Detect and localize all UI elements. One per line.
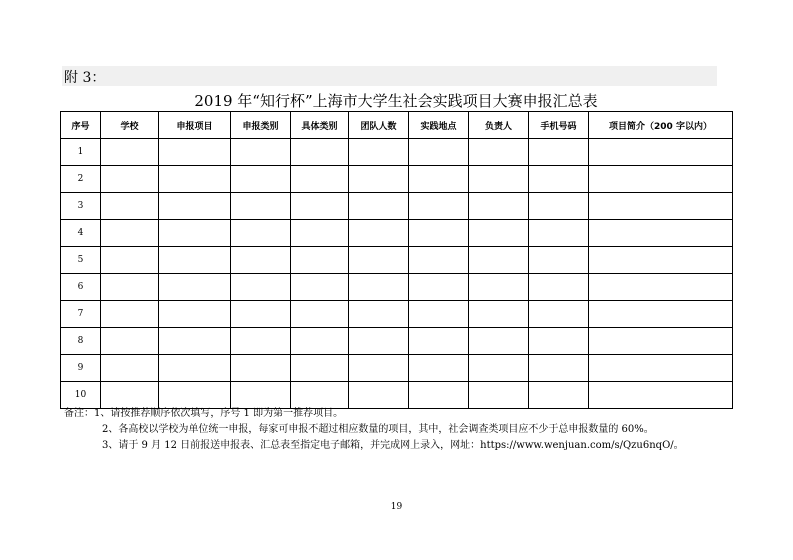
- table-cell[interactable]: [231, 328, 291, 355]
- table-cell[interactable]: [291, 220, 349, 247]
- table-cell[interactable]: [101, 220, 159, 247]
- table-row: [61, 193, 733, 220]
- row-index-cell: 2: [61, 166, 101, 193]
- table-cell[interactable]: [349, 382, 409, 409]
- row-index-cell: 8: [61, 328, 101, 355]
- table-cell[interactable]: [349, 193, 409, 220]
- table-cell[interactable]: [349, 328, 409, 355]
- table-cell[interactable]: [409, 220, 469, 247]
- table-cell[interactable]: [291, 328, 349, 355]
- table-cell[interactable]: [589, 220, 733, 247]
- table-cell[interactable]: [231, 166, 291, 193]
- table-cell[interactable]: [409, 328, 469, 355]
- table-cell[interactable]: [291, 193, 349, 220]
- table-cell[interactable]: [409, 139, 469, 166]
- table-cell[interactable]: [589, 139, 733, 166]
- table-cell[interactable]: [159, 247, 231, 274]
- table-cell[interactable]: [469, 139, 529, 166]
- header-cell-phone: 手机号码: [529, 112, 589, 139]
- table-cell[interactable]: [231, 247, 291, 274]
- table-cell[interactable]: [349, 301, 409, 328]
- table-cell[interactable]: [159, 166, 231, 193]
- header-cell-leader: 负责人: [469, 112, 529, 139]
- table-cell[interactable]: [589, 193, 733, 220]
- table-cell[interactable]: [529, 355, 589, 382]
- table-cell[interactable]: [291, 247, 349, 274]
- table-cell[interactable]: [159, 274, 231, 301]
- table-cell[interactable]: [231, 355, 291, 382]
- table-cell[interactable]: [231, 220, 291, 247]
- table-cell[interactable]: [469, 328, 529, 355]
- table-cell[interactable]: [409, 355, 469, 382]
- table-cell[interactable]: [589, 328, 733, 355]
- table-row: [61, 301, 733, 328]
- document-title: 2019 年“知行杯”上海市大学生社会实践项目大赛申报汇总表: [194, 92, 598, 110]
- row-index-cell: 4: [61, 220, 101, 247]
- header-cell-index: 序号: [61, 112, 101, 139]
- table-cell[interactable]: [469, 166, 529, 193]
- table-cell[interactable]: [409, 382, 469, 409]
- table-cell[interactable]: [529, 166, 589, 193]
- table-cell[interactable]: [159, 193, 231, 220]
- table-cell[interactable]: [159, 328, 231, 355]
- table-cell[interactable]: [589, 301, 733, 328]
- table-cell[interactable]: [231, 382, 291, 409]
- table-cell[interactable]: [349, 220, 409, 247]
- table-cell[interactable]: [291, 355, 349, 382]
- table-cell[interactable]: [469, 355, 529, 382]
- table-cell[interactable]: [589, 166, 733, 193]
- table-cell[interactable]: [101, 301, 159, 328]
- table-row: [61, 139, 733, 166]
- header-cell-school: 学校: [101, 112, 159, 139]
- table-cell[interactable]: [291, 139, 349, 166]
- row-index-cell: 5: [61, 247, 101, 274]
- header-cell-category: 申报类别: [231, 112, 291, 139]
- table-cell[interactable]: [159, 301, 231, 328]
- row-index-cell: 10: [61, 382, 101, 409]
- table-body: [61, 139, 733, 409]
- table-cell[interactable]: [469, 247, 529, 274]
- table-cell[interactable]: [231, 139, 291, 166]
- table-row: [61, 355, 733, 382]
- table-cell[interactable]: [101, 274, 159, 301]
- table-header-row: [61, 112, 733, 139]
- annex-label: 附 3：: [64, 70, 106, 86]
- table-cell[interactable]: [469, 274, 529, 301]
- table-row: [61, 166, 733, 193]
- table-row: [61, 274, 733, 301]
- row-index-cell: 3: [61, 193, 101, 220]
- table-cell[interactable]: [231, 274, 291, 301]
- table-cell[interactable]: [469, 301, 529, 328]
- table-cell[interactable]: [291, 301, 349, 328]
- header-cell-project: 申报项目: [159, 112, 231, 139]
- row-index-cell: 6: [61, 274, 101, 301]
- table-cell[interactable]: [101, 355, 159, 382]
- notes-section: [64, 406, 744, 454]
- note-line: 备注：1、请按推荐顺序依次填写，序号 1 即为第一推荐项目。: [64, 408, 344, 419]
- table-cell[interactable]: [589, 247, 733, 274]
- table-cell[interactable]: [529, 382, 589, 409]
- row-index-cell: 1: [61, 139, 101, 166]
- table-cell[interactable]: [469, 382, 529, 409]
- table-cell[interactable]: [101, 328, 159, 355]
- table-cell[interactable]: [291, 274, 349, 301]
- table-cell[interactable]: [589, 355, 733, 382]
- page-number: 19: [390, 502, 403, 512]
- table-cell[interactable]: [159, 139, 231, 166]
- note-line: 3、请于 9 月 12 日前报送申报表、汇总表至指定电子邮箱，并完成网上录入，网址：https://www.wenjuan.com/s/Qzu6nqO/。: [102, 440, 684, 451]
- summary-table: [60, 111, 733, 409]
- table-row: [61, 220, 733, 247]
- table-cell[interactable]: [159, 382, 231, 409]
- table-cell[interactable]: [529, 220, 589, 247]
- header-cell-subcategory: 具体类别: [291, 112, 349, 139]
- table-cell[interactable]: [469, 193, 529, 220]
- table-cell[interactable]: [529, 274, 589, 301]
- table-cell[interactable]: [101, 166, 159, 193]
- table-cell[interactable]: [101, 139, 159, 166]
- header-cell-location: 实践地点: [409, 112, 469, 139]
- table-cell[interactable]: [349, 274, 409, 301]
- table-cell[interactable]: [349, 247, 409, 274]
- note-line: 2、各高校以学校为单位统一申报，每家可申报不超过相应数量的项目，其中，社会调查类项目应不少于总申报数量的 60%。: [102, 424, 654, 435]
- table-row: [61, 247, 733, 274]
- table-cell[interactable]: [159, 220, 231, 247]
- table-cell[interactable]: [101, 193, 159, 220]
- table-cell[interactable]: [409, 193, 469, 220]
- header-cell-summary: 项目简介（200 字以内）: [589, 112, 733, 139]
- header-cell-team-size: 团队人数: [349, 112, 409, 139]
- table-cell[interactable]: [409, 301, 469, 328]
- table-cell[interactable]: [159, 355, 231, 382]
- table-cell[interactable]: [349, 166, 409, 193]
- table-cell[interactable]: [529, 247, 589, 274]
- table-cell[interactable]: [529, 139, 589, 166]
- table-cell[interactable]: [589, 382, 733, 409]
- table-row: [61, 328, 733, 355]
- table-cell[interactable]: [101, 247, 159, 274]
- table-cell[interactable]: [409, 274, 469, 301]
- table-row: [61, 382, 733, 409]
- table-cell[interactable]: [291, 382, 349, 409]
- header-band: [62, 66, 717, 86]
- table-cell[interactable]: [589, 274, 733, 301]
- table-cell[interactable]: [231, 193, 291, 220]
- table-cell[interactable]: [409, 166, 469, 193]
- table-cell[interactable]: [529, 328, 589, 355]
- table-cell[interactable]: [231, 301, 291, 328]
- table-cell[interactable]: [349, 139, 409, 166]
- table-cell[interactable]: [349, 355, 409, 382]
- table-cell[interactable]: [529, 301, 589, 328]
- table-cell[interactable]: [469, 220, 529, 247]
- row-index-cell: 7: [61, 301, 101, 328]
- table-cell[interactable]: [409, 247, 469, 274]
- table-cell[interactable]: [101, 382, 159, 409]
- row-index-cell: 9: [61, 355, 101, 382]
- table-cell[interactable]: [291, 166, 349, 193]
- table-cell[interactable]: [529, 193, 589, 220]
